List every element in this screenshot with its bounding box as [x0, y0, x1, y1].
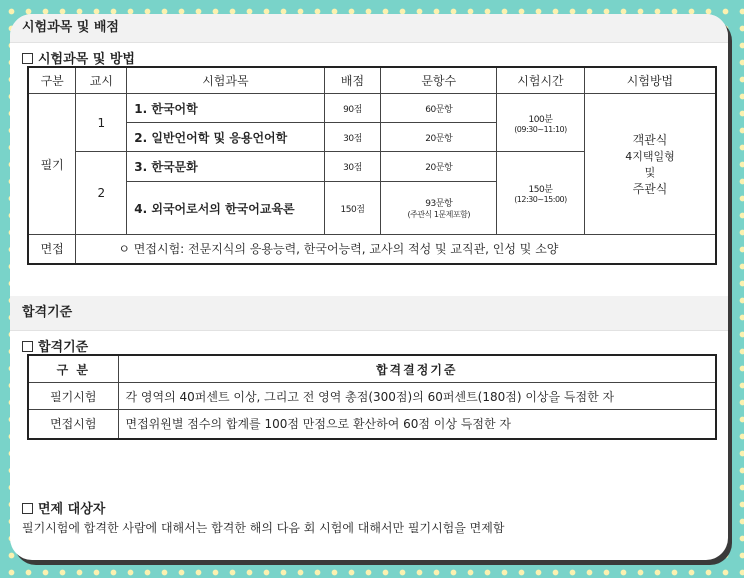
table-row — [28, 235, 716, 264]
subtitle-subjects-text: 시험과목 및 방법 — [38, 52, 135, 67]
count-note: (주관식 1문제포함) — [407, 210, 470, 219]
method-line: 4지택일형 — [625, 150, 675, 163]
criteria-desc: 각 영역의 40퍼센트 이상, 그리고 전 영역 총점(300점)의 60퍼센트(180점) 이상을 득점한 자 — [118, 383, 716, 410]
interview-label: 면접 — [28, 235, 76, 264]
subjects-table — [27, 66, 717, 265]
count-value: 93문항 — [425, 199, 453, 209]
score-cell: 90점 — [324, 94, 381, 123]
col-header: 교시 — [76, 67, 127, 94]
time-range: (09:30~11:10) — [514, 124, 567, 134]
pass-criteria-table — [27, 354, 717, 440]
score-cell: 30점 — [324, 123, 381, 152]
score-cell: 150점 — [324, 182, 381, 235]
time-cell — [497, 152, 585, 235]
method-line: 주관식 — [632, 182, 668, 196]
subtitle-pass — [22, 336, 88, 355]
col-header: 문항수 — [381, 67, 497, 94]
subject-cell: 1. 한국어학 — [127, 94, 324, 123]
col-header: 시험방법 — [584, 67, 716, 94]
checkbox-square-icon — [22, 503, 33, 514]
col-header: 구분 — [28, 67, 76, 94]
exempt-text: 필기시험에 합격한 사람에 대해서는 합격한 해의 다음 회 시험에 대해서만 필기시험을 면제함 — [22, 521, 505, 535]
count-cell: 20문항 — [381, 152, 497, 182]
interview-desc: ㅇ 면접시험: 전문지식의 응용능력, 한국어능력, 교사의 적성 및 교직관, 인성 및 소양 — [76, 235, 716, 264]
section-header-pass: 합격기준 — [10, 296, 728, 331]
time-cell — [497, 94, 585, 152]
method-cell — [584, 94, 716, 235]
time-range: (12:30~15:00) — [514, 195, 567, 204]
period-cell: 2 — [76, 152, 127, 235]
time-value: 150분 — [528, 185, 553, 195]
col-header: 합격결정기준 — [118, 355, 716, 383]
subtitle-exempt-text: 면제 대상자 — [38, 502, 106, 517]
col-header: 시험시간 — [497, 67, 585, 94]
col-header: 시험과목 — [127, 67, 324, 94]
section-header-subjects: 시험과목 및 배점 — [10, 14, 728, 43]
criteria-label: 면접시험 — [28, 410, 118, 439]
count-cell: 20문항 — [381, 123, 497, 152]
subject-cell: 2. 일반언어학 및 응용언어학 — [127, 123, 324, 152]
table-header-row — [28, 67, 716, 94]
subtitle-exempt — [22, 498, 105, 517]
checkbox-square-icon — [22, 53, 33, 64]
content-card — [10, 14, 728, 560]
criteria-desc: 면접위원별 점수의 합계를 100점 만점으로 환산하여 60점 이상 득점한 자 — [118, 410, 716, 439]
time-value: 100분 — [528, 114, 553, 125]
table-row — [28, 410, 716, 439]
checkbox-square-icon — [22, 341, 33, 352]
score-cell: 30점 — [324, 152, 381, 182]
subtitle-pass-text: 합격기준 — [38, 340, 89, 355]
subtitle-subjects — [22, 48, 135, 67]
subject-cell: 4. 외국어로서의 한국어교육론 — [127, 182, 324, 235]
table-row — [28, 94, 716, 123]
subject-cell: 3. 한국문화 — [127, 152, 324, 182]
table-row — [28, 383, 716, 410]
col-header: 배점 — [324, 67, 381, 94]
count-cell — [381, 182, 497, 235]
criteria-label: 필기시험 — [28, 383, 118, 410]
table-header-row — [28, 355, 716, 383]
count-cell: 60문항 — [381, 94, 497, 123]
period-cell: 1 — [76, 94, 127, 152]
method-line: 객관식 — [632, 133, 668, 147]
written-label: 필기 — [28, 94, 76, 235]
col-header: 구 분 — [28, 355, 118, 383]
method-line: 및 — [644, 166, 656, 179]
